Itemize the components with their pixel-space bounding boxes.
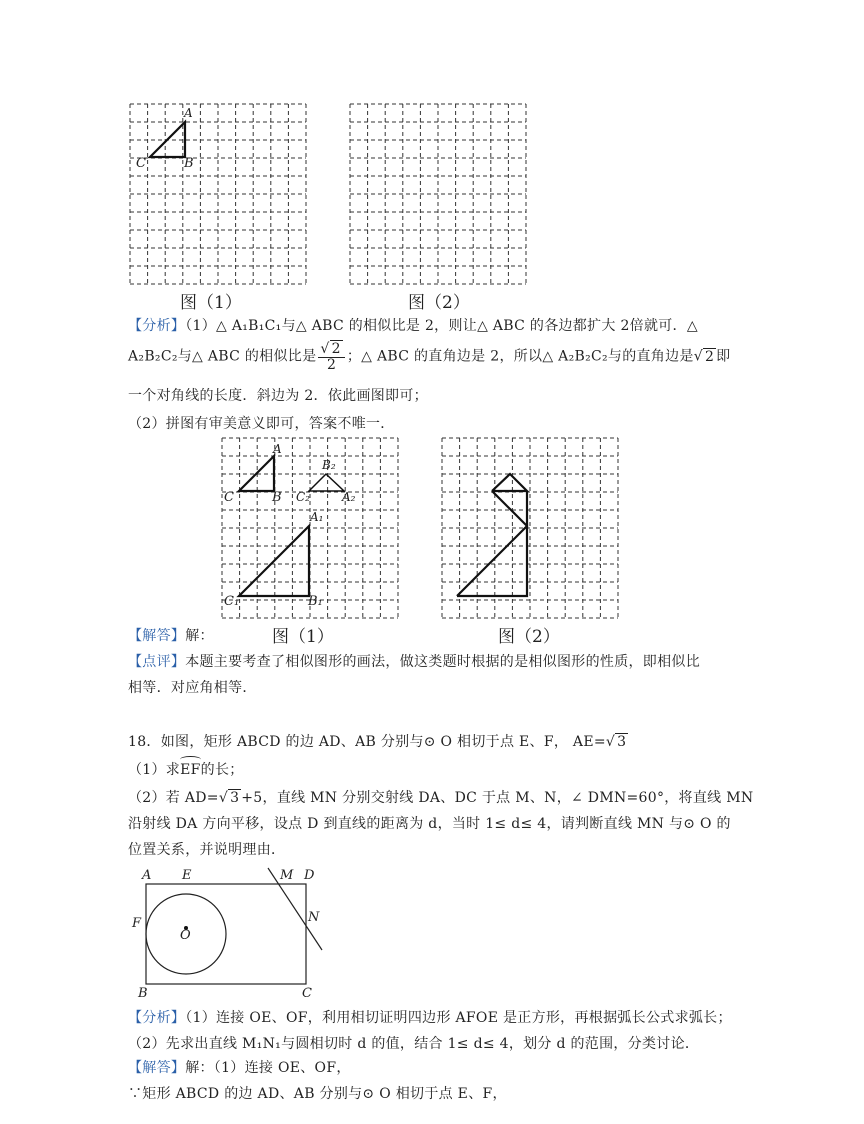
answer-18-line2: ∵矩形 ABCD 的边 AD、AB 分别与⊙ O 相切于点 E、F， [128,1086,507,1102]
label-b1: B₁ [308,594,323,609]
analysis-tag: 【分析】 [128,1010,186,1026]
label-a: A [273,442,282,456]
label-c: C [302,986,312,1001]
triangle-a1b1c1 [239,526,309,596]
label-a1: A₁ [310,510,324,524]
label-b: B [272,490,282,505]
problem-18-q2-line1: （2）若 AD=√ 3 +5，直线 MN 分别交射线 DA、DC 于点 M、N，∠ DMN=60°，将直线 MN [128,790,754,806]
analysis-17-line2: A₂B₂C₂与△ ABC 的相似比是 $\frac{√ 2}{2}$ ；△ ABC 的直角边是 2，所以△ A₂B₂C₂与的直角边是√ 2 即 [128,341,731,373]
answer-18-line1: 【解答】解：（1）连接 OE、OF， [128,1060,351,1076]
answer-tag: 【解答】 [128,628,186,644]
figure-caption-2: 图（2） [408,293,470,313]
comment-17-line2: 相等．对应角相等． [128,680,257,696]
problem-18-stem: 18．如图，矩形 ABCD 的边 AD、AB 分别与⊙ O 相切于点 E、F， AE=√ 3 [128,734,627,750]
answer-17: 【解答】解： [128,628,214,644]
label-b: B [138,986,148,1001]
grid-figure-1-top [128,102,308,286]
problem-18-q2-line3: 位置关系，并说明理由． [128,842,286,858]
label-a2: A₂ [342,490,356,504]
grid-lines [350,104,526,284]
grid-lines [130,104,306,284]
grid-figure-2-answer [440,436,620,620]
problem-18-figure [128,866,338,1006]
comment-17-line1: 【点评】本题主要考查了相似图形的画法，做这类题时根据的是相似图形的性质，即相似比 [128,654,701,670]
label-m: M [280,868,294,883]
analysis-17-line3: 一个对角线的长度．斜边为 2．依此画图即可； [128,388,428,404]
figure-caption-1: 图（1） [180,293,242,313]
problem-18-q2-line2: 沿射线 DA 方向平移，设点 D 到直线的距离为 d，当时 1≤ d≤ 4，请判断直线 MN 与⊙ O 的 [128,816,731,832]
label-a: A [184,106,193,120]
label-c: C [136,156,146,171]
fraction-sqrt2-over-2: $\frac{√ 2}{2}$ [318,340,344,373]
label-e: E [182,868,192,883]
grid-figure-1-answer [220,436,400,620]
analysis-17-line4: （2）拼图有审美意义即可，答案不唯一． [128,416,395,432]
label-b2: B₂ [322,458,336,472]
label-b: B [184,156,194,171]
label-f: F [132,916,142,931]
label-c2: C₂ [296,490,310,504]
analysis-18-line1: 【分析】（1）连接 OE、OF，利用相切证明四边形 AFOE 是正方形，再根据弧长公式求弧长； [128,1010,732,1026]
answer-tag: 【解答】 [128,1060,186,1076]
analysis-tag: 【分析】 [128,318,186,334]
comment-tag: 【点评】 [128,654,186,670]
figure-caption-2-answer: 图（2） [498,627,560,647]
triangle-a2b2c2 [309,474,344,491]
label-a: A [142,868,152,883]
grid-figure-2-top [348,102,528,286]
label-c: C [224,490,234,505]
collage-shape [457,474,527,596]
grid-lines [442,438,618,618]
analysis-17-line1: 【分析】（1）△ A₁B₁C₁与△ ABC 的相似比是 2，则让△ ABC 的各边都扩大 2倍就可．△ [128,318,698,334]
label-d: D [304,868,315,883]
analysis-18-line2: （2）先求出直线 M₁N₁与圆相切时 d 的值，结合 1≤ d≤ 4，划分 d 的范围，分类讨论． [128,1036,700,1052]
figure-caption-1-answer: 图（1） [272,627,334,647]
problem-18-q1: （1）求EF的长； [128,762,244,778]
label-o: O [180,928,191,943]
label-c1: C₁ [224,594,240,609]
label-n: N [308,910,320,925]
arc-ef: EF [180,762,201,778]
